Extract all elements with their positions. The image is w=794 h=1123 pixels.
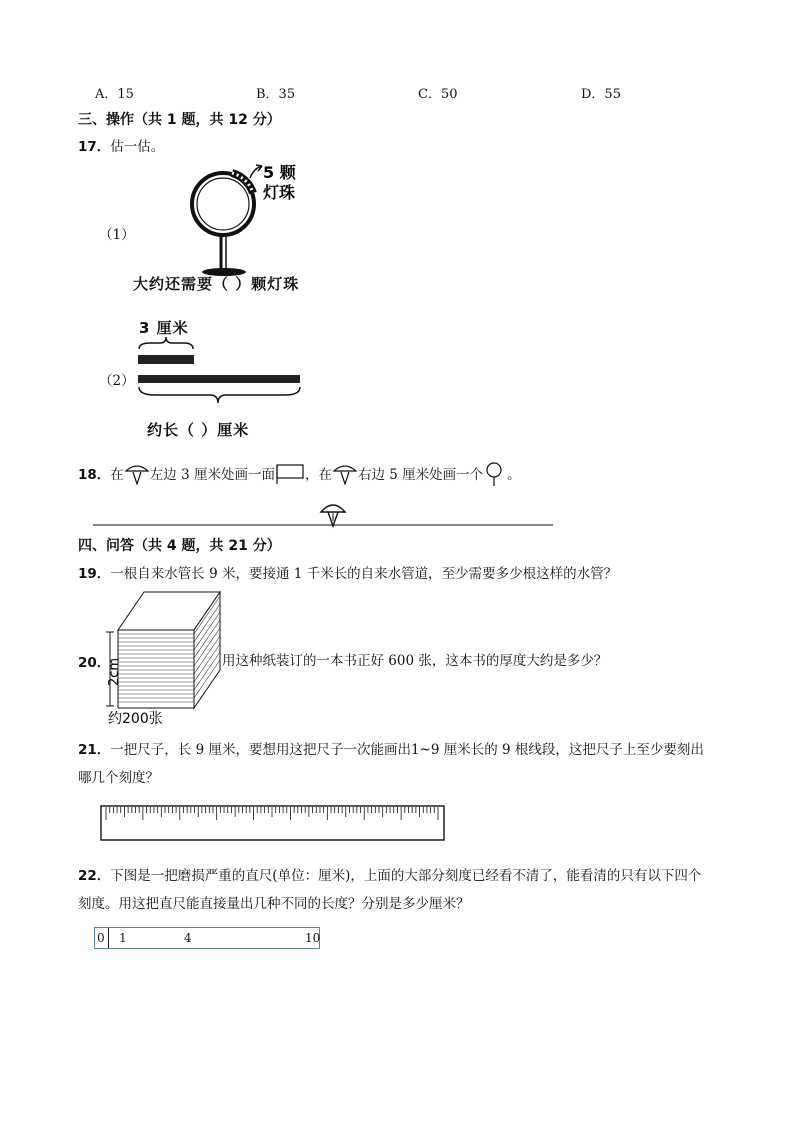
option-c: C．50 (418, 87, 458, 102)
ruler-tick-line (108, 928, 109, 948)
question-number: 17． (78, 139, 111, 155)
q18-baseline-with-pin (90, 498, 560, 530)
paper-stack-illustration (100, 588, 225, 728)
section-title-qa: 四、问答（共 4 题，共 21 分） (78, 538, 281, 554)
ruler-tick-label: 0 (97, 931, 105, 945)
question-text: 下图是一把磨损严重的直尺(单位：厘米)，上面的大部分刻度已经看不清了，能看清的只有以下四个 (110, 868, 702, 884)
question-20-text: 用这种纸装订的一本书正好 600 张，这本书的厚度大约是多少？ (222, 653, 608, 669)
question-number: 18． (78, 467, 111, 483)
question-text-part: 。 (507, 467, 521, 483)
pushpin-icon (124, 463, 150, 485)
question-text-part: 右边 5 厘米处画一个 (357, 467, 484, 483)
question-22-line2: 刻度。用这把直尺能直接量出几种不同的长度？分别是多少厘米？ (78, 896, 470, 912)
question-text: 一把尺子，长 9 厘米，要想用这把尺子一次能画出1~9 厘米长的 9 根线段，这把尺子上至少要刻出 (110, 742, 704, 758)
option-b: B．35 (256, 87, 296, 102)
question-21-line2: 哪几个刻度？ (78, 770, 159, 786)
stack-count-label: 约200张 (108, 711, 163, 727)
bead-label-bottom: 灯珠 (263, 183, 296, 202)
q17-part2-top-label: 3 厘米 (139, 319, 189, 337)
balloon-icon (483, 462, 507, 486)
question-number: 20． (78, 655, 111, 671)
q17-part1-label: （1） (99, 227, 135, 243)
question-text-part: ，在 (304, 467, 332, 483)
bars-illustration (130, 335, 310, 415)
ruler-tick-label: 1 (119, 931, 127, 945)
pushpin-icon (332, 463, 358, 485)
q17-part2-caption: 约长（ ）厘米 (147, 421, 250, 439)
option-a: A．15 (95, 87, 134, 102)
ruler-tick-label: 10 (305, 931, 321, 945)
ruler-9cm (100, 805, 447, 843)
question-text-part: 左边 3 厘米处画一面 (149, 467, 275, 483)
q17-part1-caption: 大约还需要（ ）颗灯珠 (133, 275, 300, 293)
flag-icon (275, 463, 305, 485)
question-22-line1 (78, 864, 701, 884)
option-d: D．55 (581, 87, 621, 102)
worn-ruler (94, 927, 320, 949)
question-number: 21． (78, 742, 111, 758)
question-number: 19． (78, 566, 111, 582)
question-text: 一根自来水管长 9 米，要接通 1 千米长的自来水管道，至少需要多少根这样的水管？ (110, 566, 618, 582)
question-text: 估一估。 (110, 139, 165, 155)
question-text-part: 在 (110, 467, 124, 483)
section-title-operation: 三、操作（共 1 题，共 12 分） (78, 112, 281, 128)
question-17 (78, 135, 164, 155)
ruler-tick-label: 4 (184, 931, 192, 945)
bead-label-top: 5 颗 (263, 163, 296, 182)
question-19 (78, 562, 617, 582)
question-21-line1 (78, 738, 704, 758)
question-18 (78, 462, 521, 486)
lamp-ring-illustration (180, 160, 310, 280)
q17-part2-label: （2） (99, 373, 135, 389)
question-20-number (78, 651, 110, 671)
question-number: 22． (78, 868, 111, 884)
stack-height-label: 2cm (107, 657, 122, 686)
